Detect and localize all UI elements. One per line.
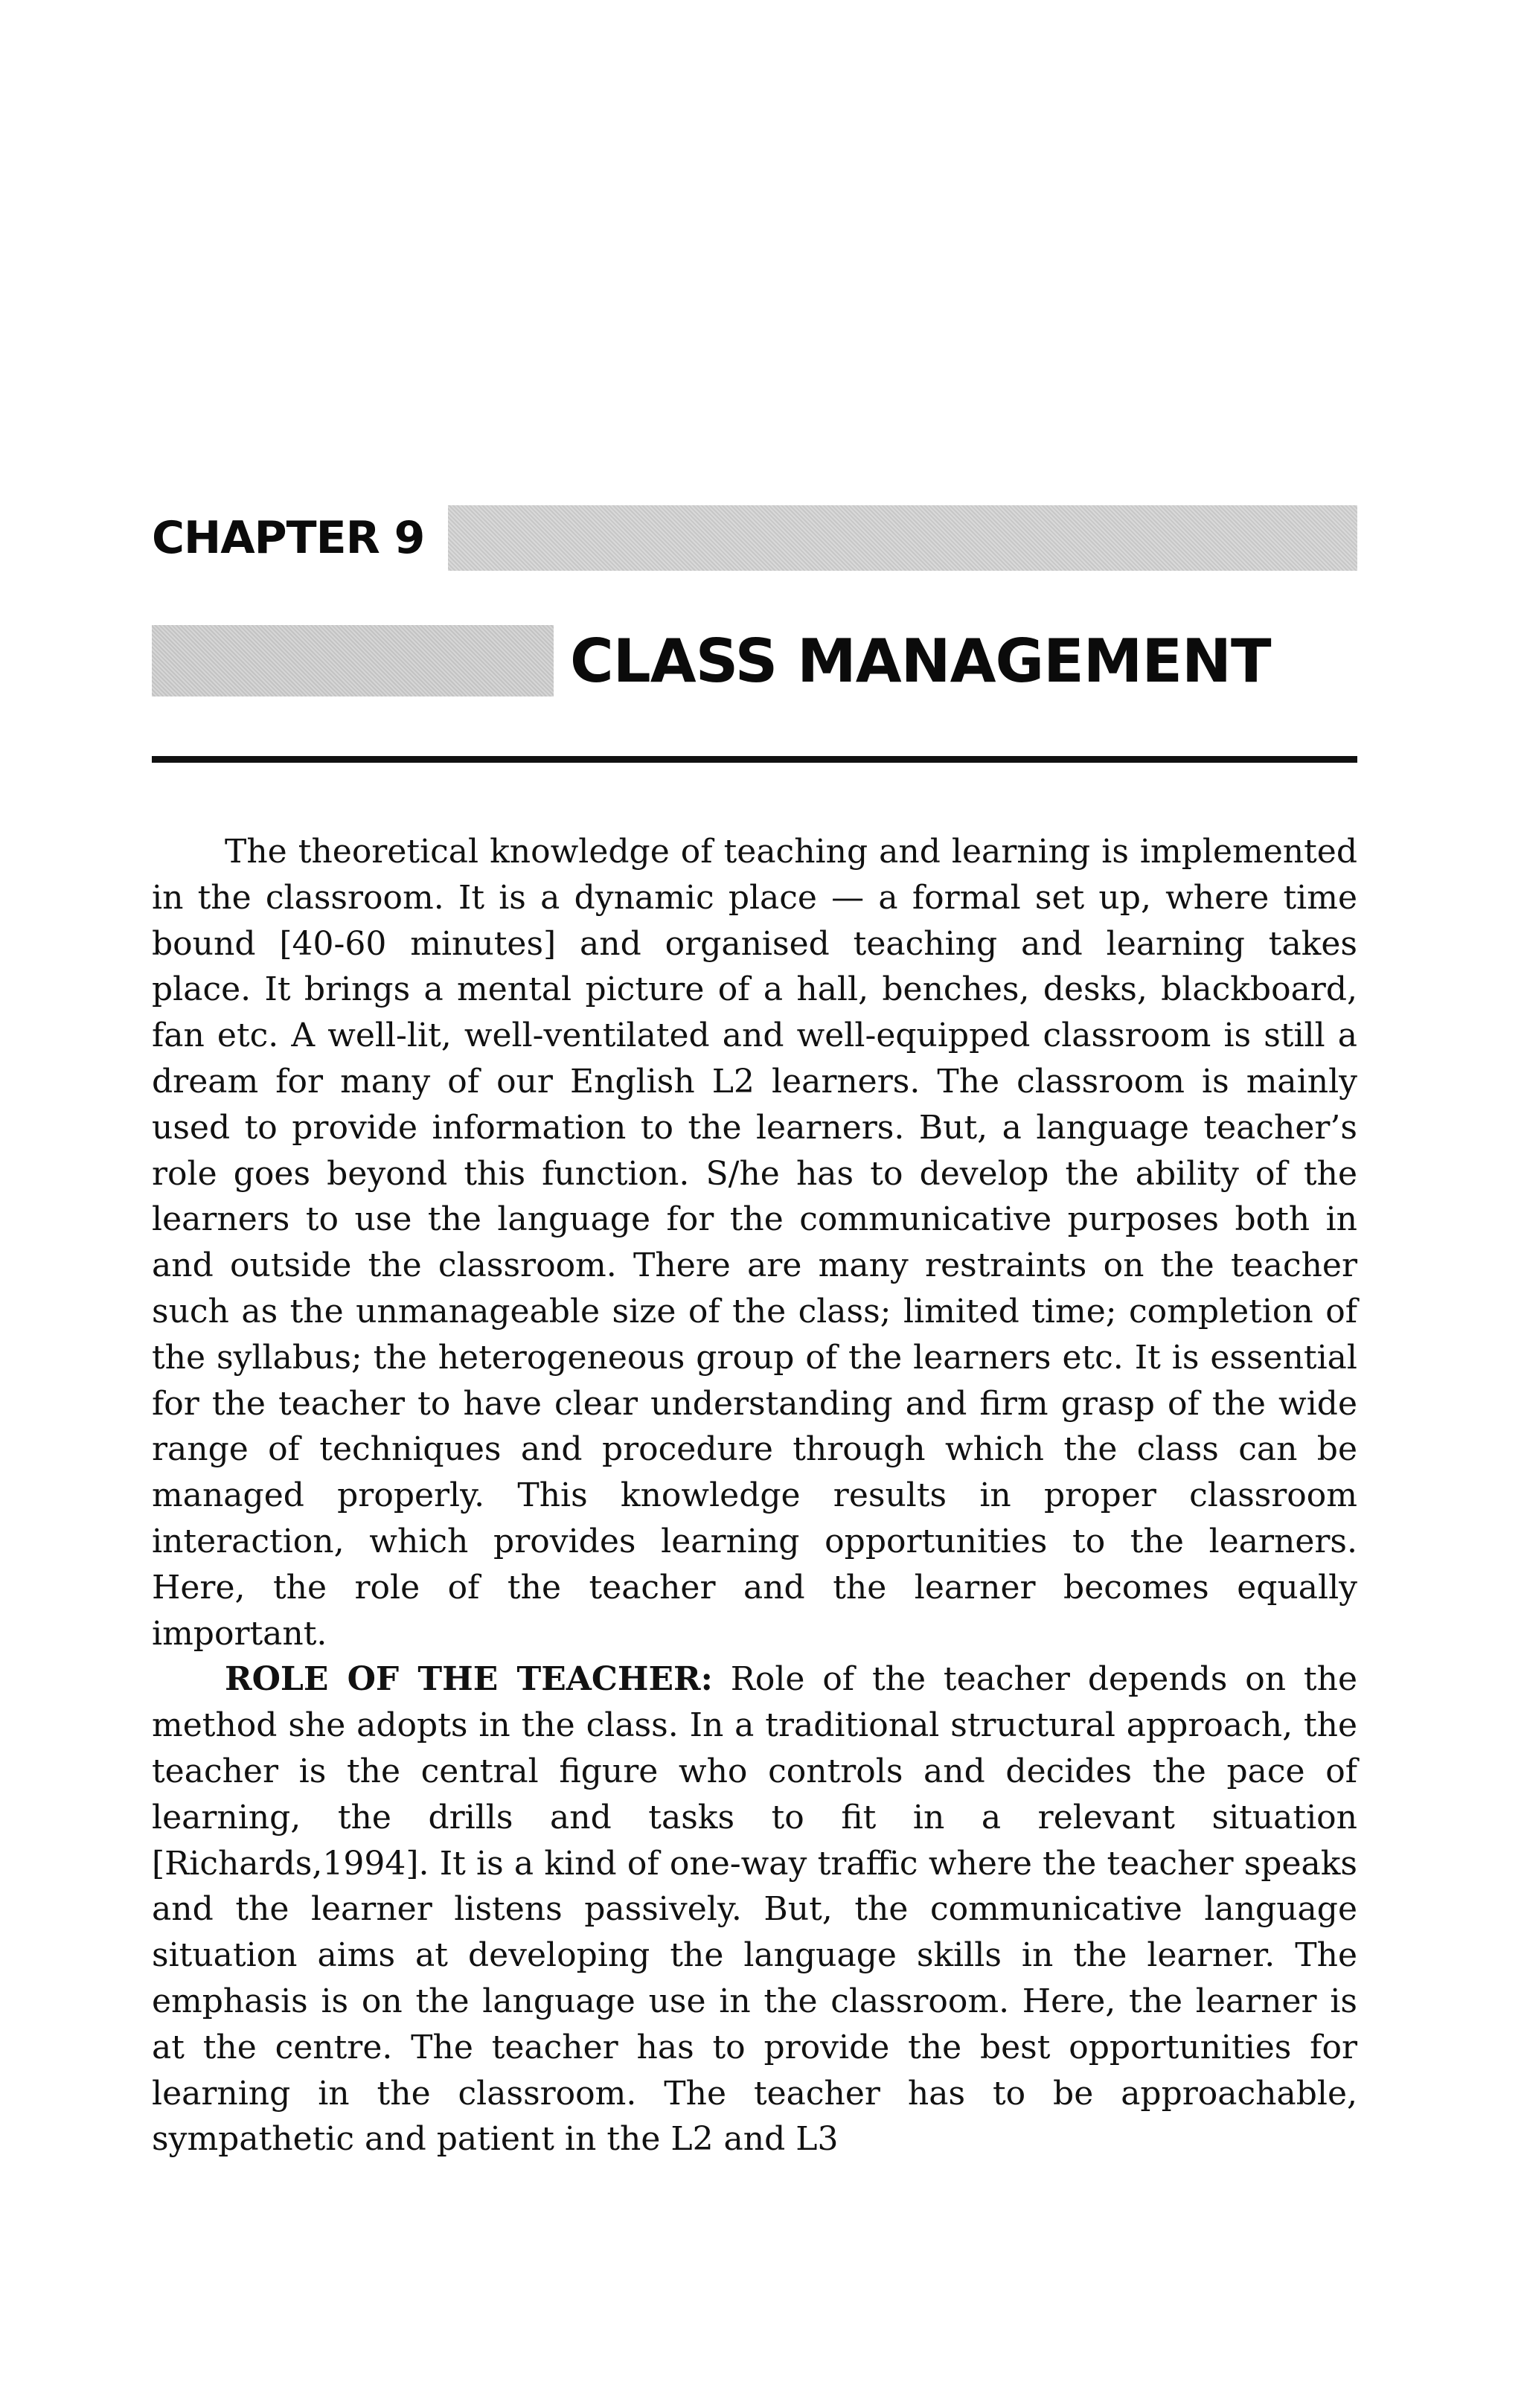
title-rule xyxy=(152,756,1357,763)
chapter-header xyxy=(152,497,1357,579)
book-page xyxy=(152,0,1357,2408)
section-heading-role-of-teacher: ROLE OF THE TEACHER: xyxy=(225,1660,713,1699)
title-header xyxy=(152,616,1357,705)
title-decorative-band xyxy=(152,625,554,697)
chapter-label: CHAPTER 9 xyxy=(152,512,425,564)
paragraph-role-of-teacher-text: Role of the teacher depends on the method she adopts in the class. In a traditional structural approach, the teacher is the central figure who controls and decides the pace of learning, the drills and tasks to fit in a relevant situation [Richards,1994]. It is a kind of one-way traffic where the teacher speaks and the learner listens passively. But, the communicative language situation aims at developing the language skills in the learner. The emphasis is on the language use in the classroom. Here, the learner is at the centre. The teacher has to provide the best opportunities for learning in the classroom. The teacher has to be approachable, sympathetic and patient in the L2 and L3 xyxy=(152,1660,1357,2159)
chapter-decorative-band xyxy=(448,505,1357,571)
chapter-title: CLASS MANAGEMENT xyxy=(570,626,1271,696)
paragraph-intro xyxy=(152,829,1357,1656)
paragraph-intro-text: The theoretical knowledge of teaching and learning is implemented in the classroom. It is a dynamic place — a formal set up, where time bound [40-60 minutes] and organised teaching and learning takes place. It brings a mental picture of a hall, benches, desks, blackboard, fan etc. A well-lit, well-ventilated and well-equipped classroom is still a dream for many of our English L2 learners. The classroom is mainly used to provide information to the learners. But, a language teacher’s role goes beyond this function. S/he has to develop the ability of the learners to use the language for the communicative purposes both in and outside the classroom. There are many restraints on the teacher such as the unmanageable size of the class; limited time; completion of the syllabus; the heterogeneous group of the learners etc. It is essential for the teacher to have clear understanding and firm grasp of the wide range of techniques and procedure through which the class can be managed properly. This knowledge results in proper classroom interaction, which provides learning opportunities to the learners. Here, the role of the teacher and the learner becomes equally important. xyxy=(152,833,1357,1653)
paragraph-role-of-teacher xyxy=(152,1656,1357,2162)
body-text xyxy=(152,829,1357,2162)
